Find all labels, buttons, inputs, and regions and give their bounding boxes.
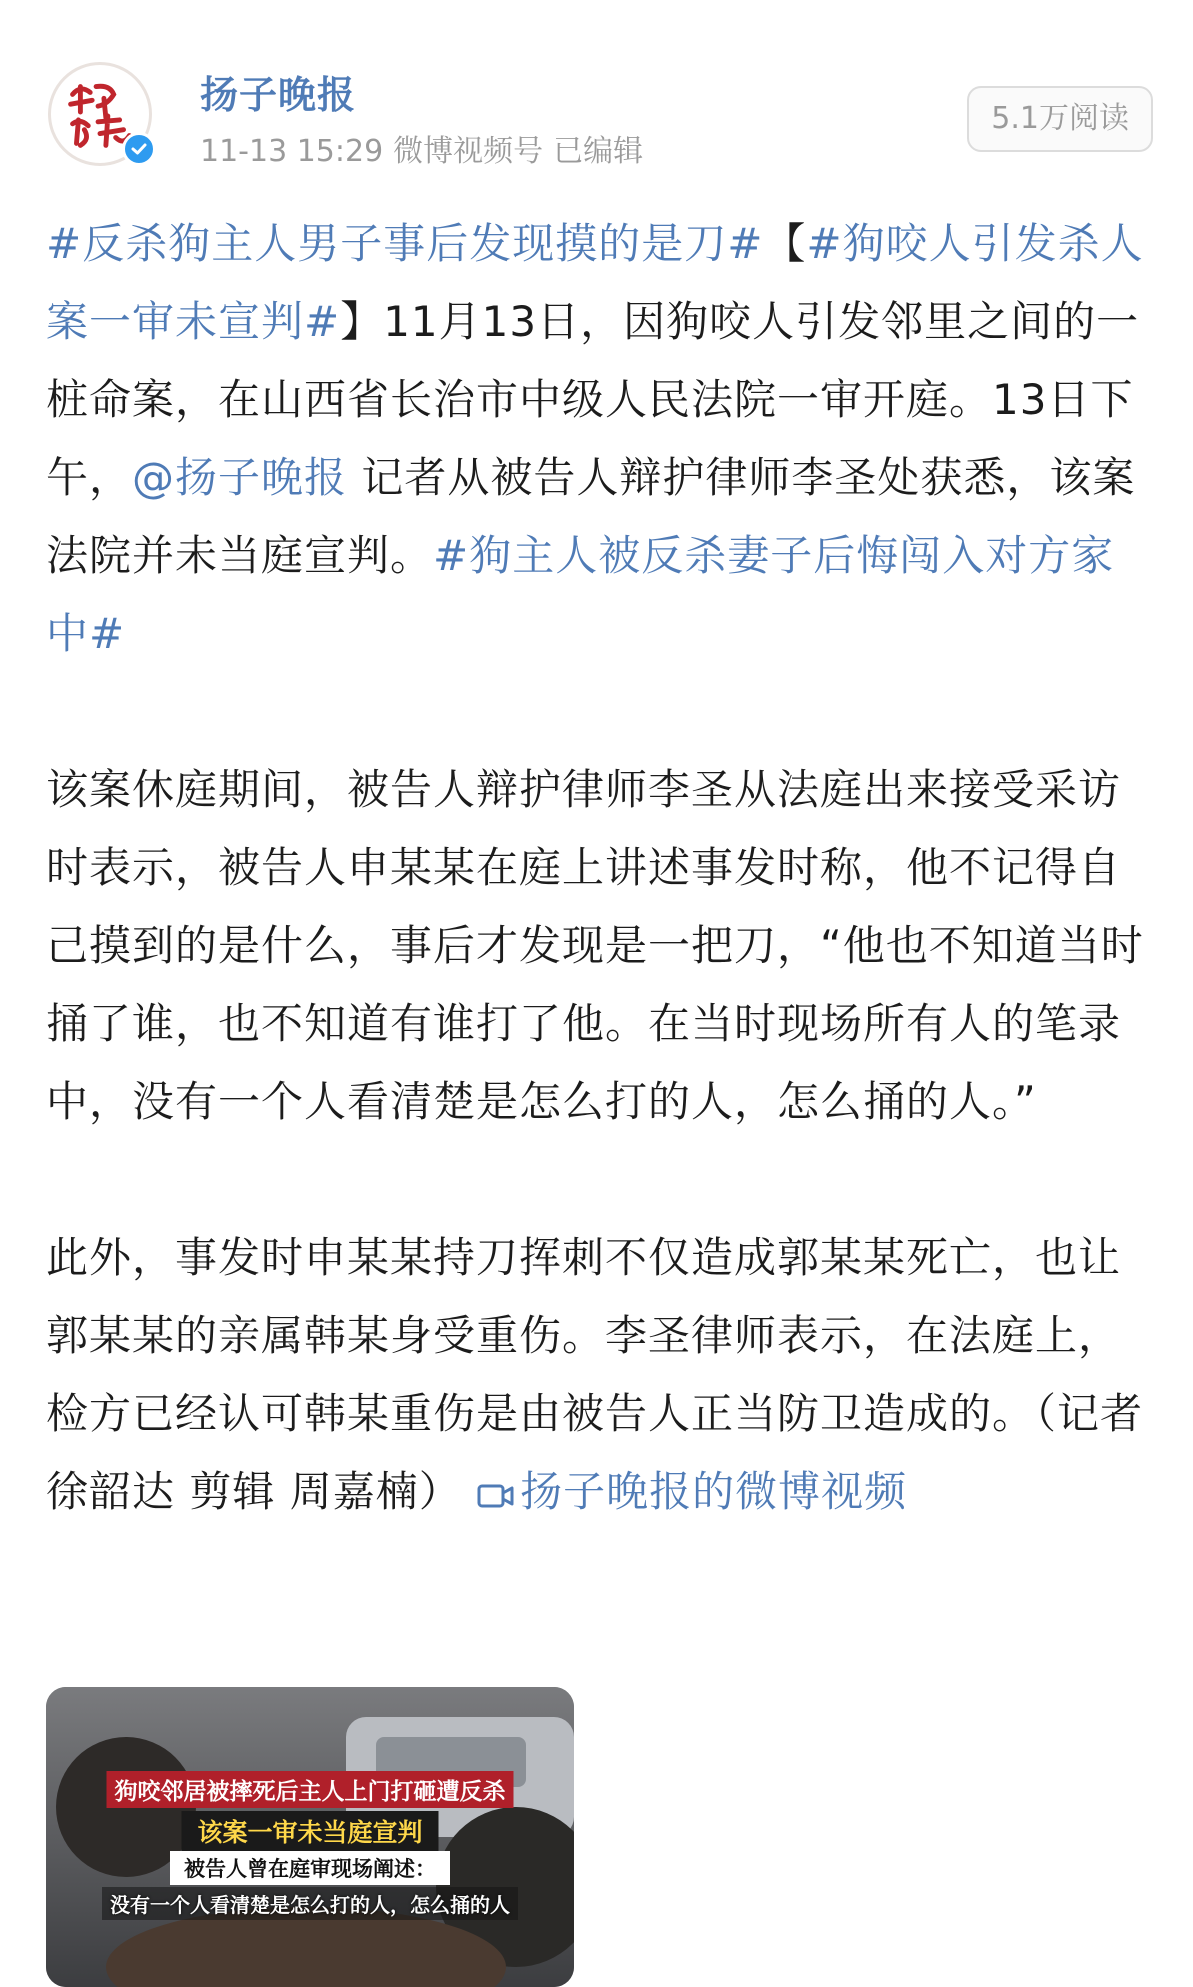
post-meta bbox=[200, 126, 653, 170]
body-text: 【 bbox=[763, 219, 807, 268]
verified-badge-icon bbox=[122, 132, 156, 166]
body-text: 记者从被告人辩护律师李圣处获悉，该案法院并未当庭宣判。 bbox=[46, 453, 1136, 580]
paragraph-1 bbox=[46, 205, 1156, 673]
post-time: 11-13 15:29 bbox=[200, 134, 384, 169]
hashtag-link[interactable]: #狗咬人引发杀人案一审未宣判# bbox=[46, 219, 1144, 346]
post-header bbox=[0, 0, 1193, 180]
paragraph-2: 该案休庭期间，被告人辩护律师李圣从法庭出来接受采访时表示，被告人申某某在庭上讲述事发时称，他不记得自己摸到的是什么，事后才发现是一把刀，“他也不知道当时捅了谁，也不知道有谁打了他。在当时现场所有人的笔录中，没有一个人看清楚是怎么打的人，怎么捅的人。” bbox=[46, 765, 1144, 1126]
paragraph-3-text: 此外，事发时申某某持刀挥刺不仅造成郭某某死亡，也让郭某某的亲属韩某身受重伤。李圣律师表示，在法庭上，检方已经认可韩某重伤是由被告人正当防卫造成的。（记者 徐韶达 剪辑 周嘉楠） bbox=[46, 1233, 1144, 1516]
author-name[interactable]: 扬子晚报 bbox=[200, 73, 357, 117]
hashtag-link[interactable]: #反杀狗主人男子事后发现摸的是刀# bbox=[46, 219, 764, 268]
video-caption-3: 被告人曾在庭审现场阐述： bbox=[170, 1851, 450, 1885]
video-caption-4: 没有一个人看清楚是怎么打的人，怎么捅的人 bbox=[102, 1887, 518, 1920]
video-thumbnail[interactable] bbox=[46, 1687, 574, 1987]
body-text: 】11月13日，因狗咬人引发邻里之间的一桩命案，在山西省长治市中级人民法院一审开庭。13日下午， bbox=[46, 297, 1140, 502]
hashtag-link[interactable]: #狗主人被反杀妻子后悔闯入对方家中# bbox=[46, 531, 1115, 658]
edited-label: 已编辑 bbox=[553, 134, 644, 169]
read-count-badge: 5.1万阅读 bbox=[967, 86, 1153, 152]
video-caption-1: 狗咬邻居被摔死后主人上门打砸遭反杀 bbox=[107, 1771, 514, 1808]
video-link-label: 扬子晚报的微博视频 bbox=[520, 1467, 908, 1516]
video-caption-2: 该案一审未当庭宣判 bbox=[181, 1811, 438, 1851]
post-source[interactable]: 微博视频号 bbox=[393, 134, 544, 169]
video-camera-icon bbox=[476, 1480, 516, 1512]
paragraph-3 bbox=[46, 1219, 1156, 1531]
hashtag-link[interactable]: @扬子晚报 bbox=[132, 453, 348, 502]
post-body bbox=[46, 205, 1156, 1531]
video-link[interactable] bbox=[476, 1467, 907, 1516]
